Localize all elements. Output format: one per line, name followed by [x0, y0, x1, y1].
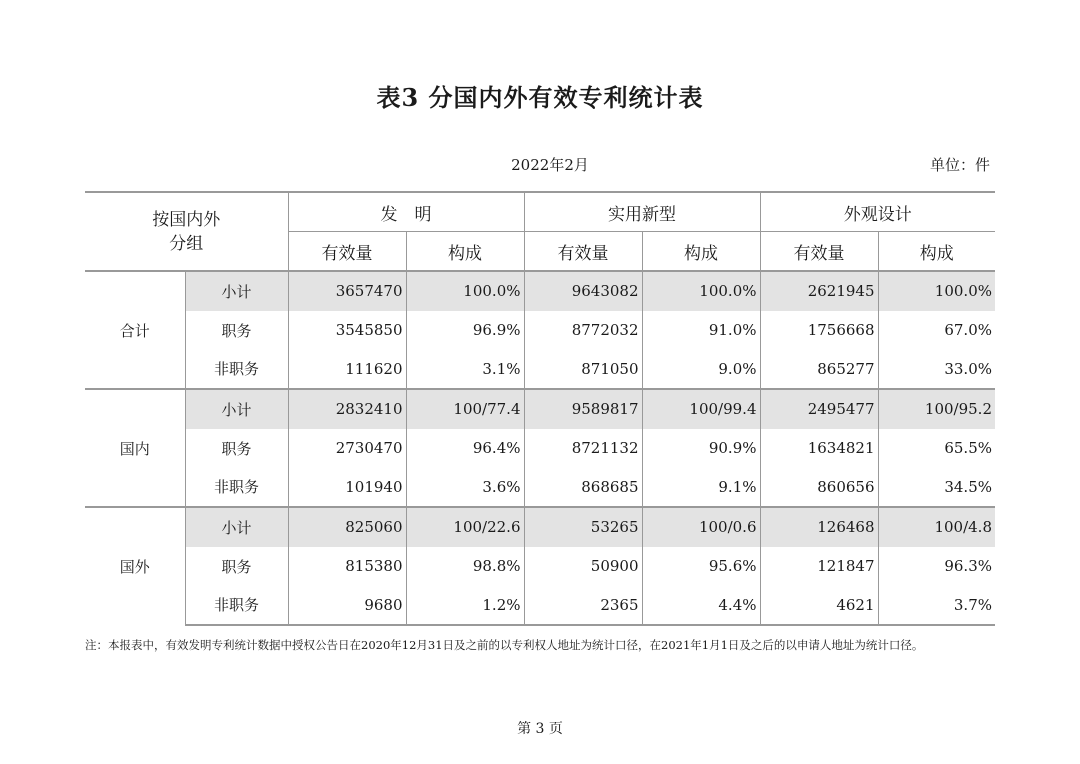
- header-share: 构成: [878, 232, 995, 272]
- report-date: 2022年2月: [511, 156, 589, 174]
- group-name: 合计: [85, 271, 185, 389]
- patent-stats-table: [85, 191, 995, 626]
- corner-line-2: 分组: [169, 233, 204, 254]
- header-invention: 发 明: [288, 192, 524, 232]
- count-cell: 8721132: [524, 429, 642, 468]
- table-row: [85, 271, 995, 311]
- row-label: 职务: [185, 429, 288, 468]
- count-cell: 2495477: [760, 389, 878, 429]
- count-cell: 1634821: [760, 429, 878, 468]
- count-cell: 3657470: [288, 271, 406, 311]
- count-cell: 868685: [524, 467, 642, 507]
- count-cell: 2832410: [288, 389, 406, 429]
- count-cell: 9680: [288, 586, 406, 626]
- share-cell: 33.0%: [878, 349, 995, 389]
- count-cell: 8772032: [524, 311, 642, 350]
- count-cell: 1756668: [760, 311, 878, 350]
- page-title: 表3 分国内外有效专利统计表: [376, 83, 704, 112]
- count-cell: 53265: [524, 507, 642, 547]
- table-body: [85, 271, 995, 625]
- count-cell: 871050: [524, 349, 642, 389]
- share-cell: 100/4.8: [878, 507, 995, 547]
- header-count: 有效量: [288, 232, 406, 272]
- share-cell: 98.8%: [406, 547, 524, 586]
- count-cell: 9643082: [524, 271, 642, 311]
- row-label: 非职务: [185, 467, 288, 507]
- header-share: 构成: [406, 232, 524, 272]
- share-cell: 100.0%: [406, 271, 524, 311]
- table-row: [85, 349, 995, 389]
- header-count: 有效量: [760, 232, 878, 272]
- count-cell: 4621: [760, 586, 878, 626]
- share-cell: 100/99.4: [642, 389, 760, 429]
- table-row: [85, 586, 995, 626]
- corner-header: [85, 192, 288, 271]
- share-cell: 100/0.6: [642, 507, 760, 547]
- table-row: [85, 311, 995, 350]
- share-cell: 91.0%: [642, 311, 760, 350]
- share-cell: 100/22.6: [406, 507, 524, 547]
- count-cell: 2730470: [288, 429, 406, 468]
- count-cell: 2365: [524, 586, 642, 626]
- share-cell: 67.0%: [878, 311, 995, 350]
- header-share: 构成: [642, 232, 760, 272]
- count-cell: 111620: [288, 349, 406, 389]
- table-row: [85, 389, 995, 429]
- share-cell: 1.2%: [406, 586, 524, 626]
- corner-line-1: 按国内外: [152, 209, 221, 230]
- share-cell: 9.0%: [642, 349, 760, 389]
- row-label: 非职务: [185, 586, 288, 626]
- row-label: 小计: [185, 507, 288, 547]
- header-count: 有效量: [524, 232, 642, 272]
- count-cell: 815380: [288, 547, 406, 586]
- count-cell: 860656: [760, 467, 878, 507]
- table-row: [85, 429, 995, 468]
- share-cell: 65.5%: [878, 429, 995, 468]
- footnote: 注：本报表中，有效发明专利统计数据中授权公告日在2020年12月31日及之前的以专利权人地址为统计口径，在2021年1月1日及之后的以申请人地址为统计口径。: [85, 638, 924, 652]
- count-cell: 50900: [524, 547, 642, 586]
- count-cell: 3545850: [288, 311, 406, 350]
- share-cell: 9.1%: [642, 467, 760, 507]
- share-cell: 100/95.2: [878, 389, 995, 429]
- page-number: 第 3 页: [517, 721, 563, 737]
- share-cell: 4.4%: [642, 586, 760, 626]
- share-cell: 3.6%: [406, 467, 524, 507]
- count-cell: 865277: [760, 349, 878, 389]
- group-name: 国内: [85, 389, 185, 507]
- row-label: 非职务: [185, 349, 288, 389]
- count-cell: 825060: [288, 507, 406, 547]
- share-cell: 3.1%: [406, 349, 524, 389]
- group-name: 国外: [85, 507, 185, 625]
- count-cell: 9589817: [524, 389, 642, 429]
- table-row: [85, 467, 995, 507]
- share-cell: 90.9%: [642, 429, 760, 468]
- share-cell: 100/77.4: [406, 389, 524, 429]
- count-cell: 121847: [760, 547, 878, 586]
- count-cell: 126468: [760, 507, 878, 547]
- row-label: 小计: [185, 389, 288, 429]
- share-cell: 96.3%: [878, 547, 995, 586]
- header-utility-model: 实用新型: [524, 192, 760, 232]
- table-row: [85, 507, 995, 547]
- share-cell: 96.9%: [406, 311, 524, 350]
- share-cell: 3.7%: [878, 586, 995, 626]
- row-label: 职务: [185, 547, 288, 586]
- row-label: 小计: [185, 271, 288, 311]
- row-label: 职务: [185, 311, 288, 350]
- table-row: [85, 547, 995, 586]
- count-cell: 2621945: [760, 271, 878, 311]
- share-cell: 100.0%: [642, 271, 760, 311]
- header-design: 外观设计: [760, 192, 995, 232]
- unit-label: 单位：件: [929, 156, 990, 174]
- count-cell: 101940: [288, 467, 406, 507]
- share-cell: 96.4%: [406, 429, 524, 468]
- share-cell: 34.5%: [878, 467, 995, 507]
- share-cell: 95.6%: [642, 547, 760, 586]
- share-cell: 100.0%: [878, 271, 995, 311]
